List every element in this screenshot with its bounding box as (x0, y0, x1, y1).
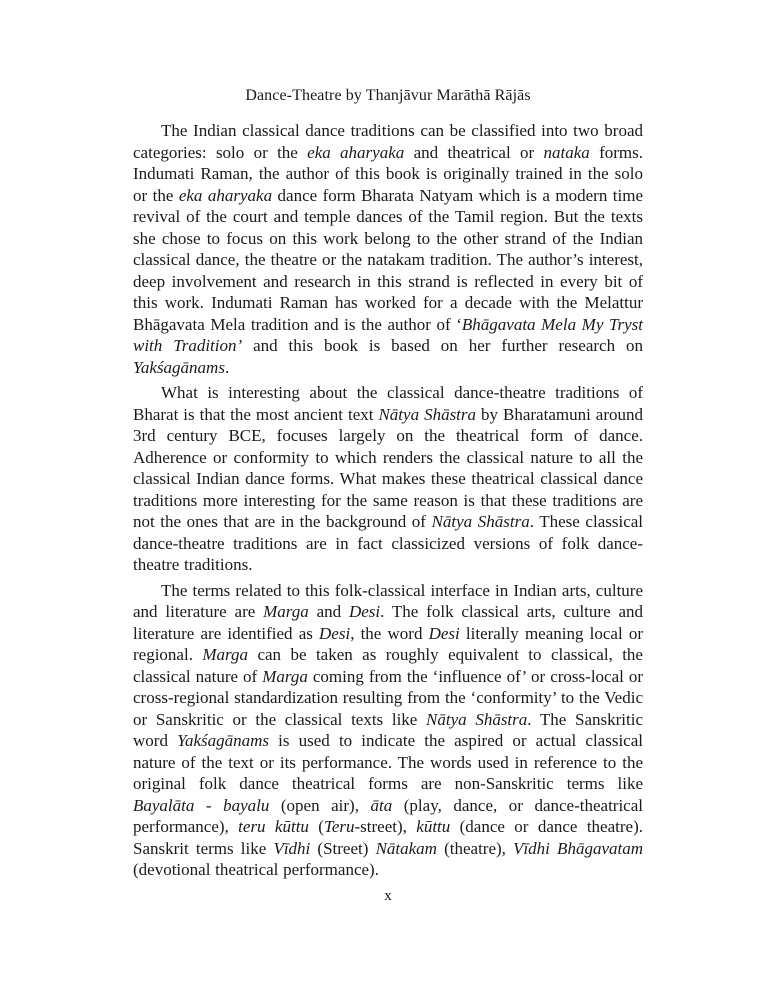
page-number: x (384, 888, 392, 904)
paragraph: What is interesting about the classical dance-theatre traditions of Bharat is that the most ancient text Nātya Shāstra by Bharatamuni around 3rd century BCE, focuses largely on the theatrical form of dance. Adherence or conformity to which renders the classical nature to all the classical Indian dance forms. What makes these theatrical classical dance traditions more interesting for the same reason is that these traditions are not the ones that are in the background of Nātya Shāstra. These classical dance-theatre traditions are in fact classicized versions of folk dance-theatre traditions. (133, 383, 644, 574)
paragraph: The Indian classical dance traditions can be classified into two broad categories: solo or the eka aharyaka and theatrical or nataka forms. Indumati Raman, the author of this book is originally trained in the solo or the eka aharyaka dance form Bharata Natyam which is a modern time revival of the court and temple dances of the Tamil region. But the texts she chose to focus on this work belong to the other strand of the Indian classical dance, the theatre or the natakam tradition. The author’s interest, deep involvement and research in this strand is reflected in every bit of this work. Indumati Raman has worked for a decade with the Melattur Bhāgavata Mela tradition and is the author of ‘Bhāgavata Mela My Tryst with Tradition’ and this book is based on her further research on Yakśagānams. (133, 121, 644, 377)
page-title: Dance-Theatre by Thanjāvur Marāthā Rājās (245, 87, 531, 104)
page-body (133, 120, 643, 885)
paragraph: The terms related to this folk-classical interface in Indian arts, culture and literature are Marga and Desi. The folk classical arts, culture and literature are identified as Desi, the word Desi literally meaning local or regional. Marga can be taken as roughly equivalent to classical, the classical nature of Marga coming from the ‘influence of’ or cross-local or cross-regional standardization resulting from the ‘conformity’ to the Vedic or Sanskritic or the classical texts like Nātya Shāstra. The Sanskritic word Yakśagānams is used to indicate the aspired or actual classical nature of the text or its performance. The words used in reference to the original folk dance theatrical forms are non-Sanskritic terms like Bayalāta - bayalu (open air), āta (play, dance, or dance-theatrical performance), teru kūttu (Teru-street), kūttu (dance or dance theatre). Sanskrit terms like Vīdhi (Street) Nātakam (theatre), Vīdhi Bhāgavatam (devotional theatrical performance). (133, 580, 644, 879)
